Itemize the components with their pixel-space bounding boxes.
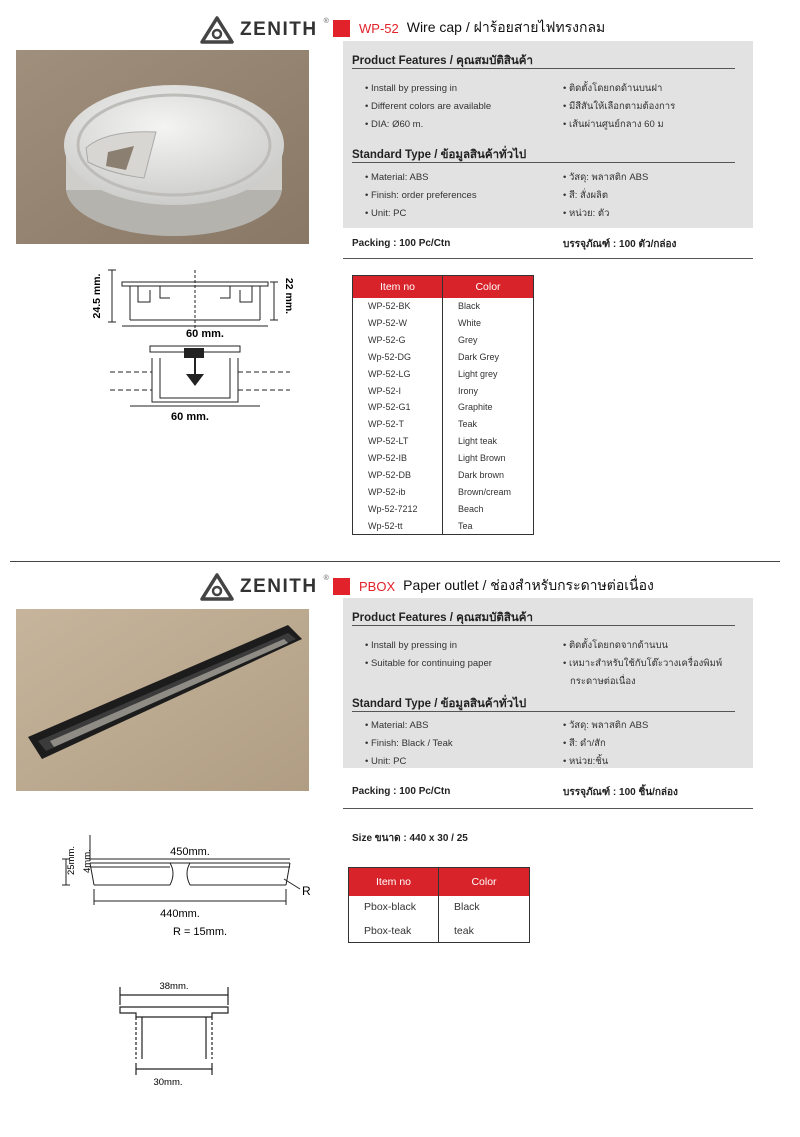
item-no-cell: Wp-52-DG	[368, 351, 412, 362]
table-row	[353, 399, 534, 416]
pbox-feature-en-1: • Install by pressing in	[365, 640, 458, 651]
wp52-standard-heading: Standard Type / ข้อมูลสินค้าทั่วไป	[352, 149, 527, 161]
item-no-cell: WP-52-LG	[368, 368, 411, 379]
wp52-item-table	[352, 275, 534, 535]
pbox-standard-th-2: • สี: ดำ/สัก	[563, 738, 606, 749]
table-row	[353, 365, 534, 382]
wp52-feature-en-2: • Different colors are available	[365, 101, 492, 112]
color-cell: Light grey	[443, 365, 534, 382]
zenith-triangle-icon	[200, 573, 234, 601]
wp52-standard-th-3: • หน่วย: ตัว	[563, 208, 610, 219]
brand-registered-mark: ®	[323, 17, 329, 25]
item-no-cell: WP-52-DB	[368, 470, 412, 481]
pbox-standard-th-3: • หน่วย:ชิ้น	[563, 756, 609, 767]
wp52-standard-th-2: • สี: สั่งผลิต	[563, 190, 609, 201]
table-row	[353, 416, 534, 433]
item-no-cell: WP-52-IB	[368, 453, 408, 464]
pbox-packing-th: บรรจุภัณฑ์ : 100 ชิ้น/กล่อง	[563, 787, 678, 798]
pbox-feature-th-1: • ติดตั้งโดยกดจากด้านบน	[563, 640, 669, 651]
table-row	[349, 896, 530, 920]
pbox-spec-panel	[343, 598, 753, 768]
pbox-packing-en: Packing : 100 Pc/Ctn	[352, 786, 451, 797]
table-row	[353, 467, 534, 484]
table-header-row	[353, 276, 534, 298]
color-cell: Brown/cream	[443, 484, 534, 501]
color-cell: Dark brown	[443, 467, 534, 484]
column-header-color: Color	[443, 276, 534, 298]
wp52-packing-en: Packing : 100 Pc/Ctn	[352, 238, 451, 249]
section-divider	[10, 561, 780, 562]
table-row	[349, 919, 530, 943]
wp52-feature-en-3: • DIA: Ø60 m.	[365, 119, 424, 130]
pbox-feature-en-2: • Suitable for continuing paper	[365, 658, 492, 669]
pbox-side-drawing	[50, 827, 320, 937]
brand-registered-mark: ®	[323, 574, 329, 582]
color-cell: teak	[439, 919, 530, 943]
item-no-cell: Pbox-teak	[364, 924, 412, 937]
wp52-dimension-drawing	[90, 262, 310, 432]
table-row	[353, 484, 534, 501]
color-cell: Light teak	[443, 433, 534, 450]
pbox-title-row	[333, 575, 654, 597]
color-cell: Dark Grey	[443, 348, 534, 365]
item-no-cell: WP-52-T	[368, 419, 404, 430]
table-row	[353, 348, 534, 365]
color-cell: Graphite	[443, 399, 534, 416]
wp52-feature-en-1: • Install by pressing in	[365, 83, 458, 94]
pbox-length-inner-label: 440mm.	[160, 908, 200, 920]
item-no-cell: WP-52-G1	[368, 402, 411, 413]
pbox-length-outer-label: 450mm.	[170, 846, 210, 858]
pbox-title: Paper outlet / ช่องสำหรับกระดาษต่อเนื่อง	[403, 577, 654, 593]
table-row	[353, 331, 534, 348]
divider	[352, 625, 735, 626]
wp52-title: Wire cap / ฝาร้อยสายไฟทรงกลม	[406, 19, 606, 35]
pbox-feature-th-3: กระดาษต่อเนื่อง	[570, 676, 636, 687]
color-cell: Tea	[443, 517, 534, 534]
table-row	[353, 433, 534, 450]
wp52-standard-en-1: • Material: ABS	[365, 172, 429, 183]
color-cell: Light Brown	[443, 450, 534, 467]
pbox-standard-th-1: • วัสดุ: พลาสติก ABS	[563, 720, 649, 731]
brand-name: ZENITH	[240, 19, 318, 40]
item-no-cell: WP-52-W	[368, 317, 407, 328]
pbox-photo	[16, 609, 309, 791]
divider	[352, 162, 735, 163]
pbox-standard-heading: Standard Type / ข้อมูลสินค้าทั่วไป	[352, 698, 527, 710]
table-row	[353, 517, 534, 534]
column-header-color: Color	[439, 868, 530, 896]
item-no-cell: WP-52-G	[368, 334, 406, 345]
pbox-item-table	[348, 867, 530, 943]
divider	[352, 711, 735, 712]
wp52-feature-th-2: • มีสีสันให้เลือกตามต้องการ	[563, 101, 676, 112]
wp52-title-row	[333, 17, 605, 39]
pbox-size-label: Size ขนาด : 440 x 30 / 25	[352, 833, 468, 844]
red-square-icon	[333, 578, 350, 595]
pbox-height-label: 25mm.	[66, 845, 77, 875]
zenith-triangle-icon	[200, 16, 234, 44]
wp52-height-left-label: 24.5 mm.	[91, 273, 103, 319]
item-no-cell: WP-52-BK	[368, 300, 411, 311]
pbox-radius-label: R = 15mm.	[172, 926, 228, 937]
pbox-feature-th-2: • เหมาะสำหรับใช้กับโต๊ะวางเครื่องพิมพ์	[563, 658, 723, 669]
color-cell: Black	[439, 896, 530, 920]
column-header-item-no: Item no	[353, 276, 443, 298]
item-no-cell: Wp-52-tt	[368, 520, 403, 531]
pbox-top-label: 4mm.	[82, 849, 93, 873]
item-no-cell: WP-52-LT	[368, 436, 409, 447]
wp52-width-top-label: 60 mm.	[186, 328, 224, 340]
wp52-standard-th-1: • วัสดุ: พลาสติก ABS	[563, 172, 649, 183]
wp52-photo	[16, 50, 309, 244]
color-cell: Beach	[443, 501, 534, 518]
divider	[343, 808, 753, 809]
pbox-standard-en-2: • Finish: Black / Teak	[365, 738, 453, 749]
table-row	[353, 298, 534, 315]
table-header-row	[349, 868, 530, 896]
color-cell: Irony	[443, 382, 534, 399]
red-square-icon	[333, 20, 350, 37]
wp52-spec-panel	[343, 41, 753, 228]
pbox-features-heading: Product Features / คุณสมบัติสินค้า	[352, 612, 533, 624]
divider	[343, 258, 753, 259]
wp52-feature-th-1: • ติดตั้งโดยกดด้านบนฝา	[563, 83, 663, 94]
brand-name: ZENITH	[240, 576, 318, 597]
pbox-standard-en-1: • Material: ABS	[365, 720, 429, 731]
pbox-radius-mark: R	[302, 884, 311, 898]
pbox-section-bottom-label: 30mm.	[153, 1077, 183, 1088]
item-no-cell: Pbox-black	[364, 901, 416, 914]
pbox-model: PBOX	[359, 578, 396, 594]
wp52-feature-th-3: • เส้นผ่านศูนย์กลาง 60 ม	[563, 119, 664, 130]
pbox-section	[0, 565, 800, 1137]
pbox-standard-en-3: • Unit: PC	[365, 756, 407, 767]
item-no-cell: WP-52-ib	[368, 487, 406, 498]
column-header-item-no: Item no	[349, 868, 439, 896]
color-cell: White	[443, 314, 534, 331]
table-row	[353, 450, 534, 467]
brand-logo	[200, 16, 329, 44]
table-row	[353, 314, 534, 331]
wp52-height-right-label: 22 mm.	[283, 277, 295, 315]
table-row	[353, 382, 534, 399]
wp52-section	[0, 0, 800, 560]
wp52-width-bottom-label: 60 mm.	[171, 411, 209, 423]
color-cell: Teak	[443, 416, 534, 433]
brand-logo	[200, 573, 329, 601]
pbox-section-drawing	[110, 977, 240, 1089]
color-cell: Grey	[443, 331, 534, 348]
pbox-section-top-label: 38mm.	[159, 981, 189, 992]
wp52-standard-en-2: • Finish: order preferences	[365, 190, 477, 201]
color-cell: Black	[443, 298, 534, 315]
wp52-standard-en-3: • Unit: PC	[365, 208, 407, 219]
item-no-cell: Wp-52-7212	[368, 504, 418, 515]
wp52-features-heading: Product Features / คุณสมบัติสินค้า	[352, 55, 533, 67]
wp52-packing-th: บรรจุภัณฑ์ : 100 ตัว/กล่อง	[563, 239, 677, 250]
divider	[352, 68, 735, 69]
item-no-cell: WP-52-I	[368, 385, 402, 396]
wp52-model: WP-52	[359, 20, 399, 36]
table-row	[353, 501, 534, 518]
